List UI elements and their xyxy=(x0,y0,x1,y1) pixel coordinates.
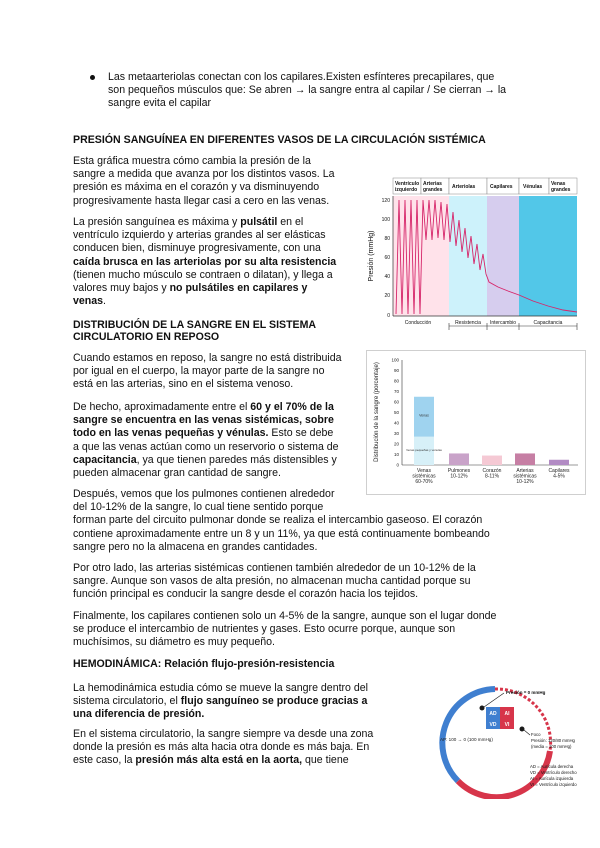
text-run-bold: sangre se encuentra en las venas sistémicas, sobre xyxy=(73,414,334,427)
y-tick-label: 80 xyxy=(384,236,390,242)
y-axis-label: Presión (mmHg) xyxy=(368,230,375,282)
text-line xyxy=(73,754,373,767)
paragraph xyxy=(73,488,490,554)
text-line: donde la presión es más alta hacia otra donde es más baja. En xyxy=(73,741,370,754)
paragraph xyxy=(73,401,339,480)
text-run-bold: caída brusca en las arteriolas por su alta resistencia xyxy=(73,255,337,268)
text-run-bold: presión más alta está en la aorta, xyxy=(135,754,303,767)
heading-line: DISTRIBUCIÓN DE LA SANGRE EN EL SISTEMA xyxy=(73,319,317,331)
text-run-bold: 60 y el 70% de la xyxy=(250,401,334,413)
segment-label: grandes xyxy=(551,187,571,193)
text-run: De hecho, aproximadamente entre el xyxy=(73,401,251,413)
legend-item: VI = Ventrículo izquierdo xyxy=(530,782,577,787)
text-line: La hemodinámica estudia cómo se mueve la sangre dentro del xyxy=(73,682,369,694)
x-tick-label: sistémicas xyxy=(513,473,537,480)
text-line xyxy=(73,256,336,269)
paragraph xyxy=(73,610,496,650)
y-tick-label: 0 xyxy=(396,462,399,468)
text-line: pueden almacenar gran cantidad de sangre. xyxy=(73,467,281,480)
bullet-line: Las metaarteriolas conectan con los capilares.Existen esfínteres precapilares, que xyxy=(108,71,495,83)
y-tick-label: 120 xyxy=(381,198,390,204)
segment-label: Capilares xyxy=(490,184,513,190)
text-run: Esto se debe xyxy=(268,427,334,440)
bar xyxy=(515,453,535,465)
legend-item: AD = Aurícula derecha xyxy=(530,764,574,769)
text-run-bold: pulsátil xyxy=(240,216,278,228)
text-line: forman parte del circuito pulmonar donde se realiza el intercambio gaseoso. El corazón xyxy=(73,514,483,527)
focus-label: (media = 100 mmHg) xyxy=(531,744,572,749)
y-tick-label: 30 xyxy=(393,431,399,436)
text-run-bold: flujo sanguíneo se produce gracias a xyxy=(180,695,368,708)
focus-label: Foco xyxy=(531,732,541,737)
segment-label: Ventrículo xyxy=(395,181,420,187)
x-tick-label: 60-70% xyxy=(415,479,433,485)
text-run: . xyxy=(103,295,106,308)
paragraph xyxy=(73,352,342,392)
text-line: sangre a medida que avanza por los distintos vasos. La xyxy=(73,168,335,181)
pressure-chart xyxy=(363,174,585,342)
paragraph xyxy=(73,728,373,768)
focus-label: Presión: 120/80 mmHg xyxy=(531,738,575,743)
text-line xyxy=(73,401,339,414)
x-tick-label: Arterias xyxy=(516,468,534,474)
text-run-bold: venas xyxy=(73,295,104,308)
text-run: sistema circulatorio, el xyxy=(73,695,181,708)
y-tick-label: 70 xyxy=(393,389,399,394)
function-label: Resistencia xyxy=(455,320,481,326)
text-line xyxy=(73,427,339,440)
y-tick-label: 0 xyxy=(387,313,390,319)
text-run: que tiene xyxy=(302,754,349,767)
circulation-diagram xyxy=(418,681,590,799)
x-tick-label: 8-11% xyxy=(484,473,500,480)
text-run: valores muy bajos y xyxy=(73,282,170,295)
text-line xyxy=(73,216,336,229)
text-line: (tienen mucho músculo se contraen o dilatan), y llega a xyxy=(73,268,333,281)
function-label: Capacitancia xyxy=(533,320,563,326)
segment-label: Vénulas xyxy=(523,184,543,190)
text-line: Después, vemos que los pulmones contienen alrededor xyxy=(73,488,335,500)
y-tick-label: 80 xyxy=(393,378,399,384)
segment-label: grandes xyxy=(423,187,443,193)
y-tick-label: 60 xyxy=(384,255,390,261)
section-heading-pressure: PRESIÓN SANGUÍNEA EN DIFERENTES VASOS DE LA CIRCULACIÓN SISTÉMICA xyxy=(73,134,486,146)
text-line: función principal es conducir la sangre desde el corazón hacia los tejidos. xyxy=(73,588,419,601)
paragraph xyxy=(73,682,368,722)
chamber-label: VI xyxy=(504,722,510,728)
y-tick-label: 20 xyxy=(384,293,390,299)
y-tick-label: 10 xyxy=(393,452,399,457)
y-tick-label: 20 xyxy=(393,441,399,447)
text-line: sangre. Aunque son vasos de alta presión, no almacenan mucha cantidad porque su xyxy=(73,575,471,588)
text-run-bold: capacitancia xyxy=(73,453,137,466)
paragraph xyxy=(73,155,334,208)
text-line: Esta gráfica muestra cómo cambia la presión de la xyxy=(73,155,311,167)
paragraph xyxy=(73,216,336,308)
text-line xyxy=(73,414,339,427)
text-line: ventrículo izquierdo y arterias grandes al ser elásticas xyxy=(73,229,326,242)
text-run: este caso, la xyxy=(73,754,136,767)
region-capillaries xyxy=(487,196,519,316)
text-line xyxy=(73,295,336,308)
text-line xyxy=(73,454,339,467)
text-line: conducen bien, disminuye progresivamente, con una xyxy=(73,242,321,255)
text-line: está en las arterias, sino en el sistema venoso. xyxy=(73,378,294,391)
y-tick-label: 90 xyxy=(393,368,399,373)
bar xyxy=(449,453,469,465)
x-tick-label: 10-12% xyxy=(450,473,468,480)
bar-inner-label: Venas pequeñas y vénulas xyxy=(406,447,442,452)
text-run: La presión sanguínea es máxima y xyxy=(73,216,241,228)
text-line: a que las venas actúan como un reservorio o sistema de xyxy=(73,440,339,453)
text-run-bold: una diferencia de presión. xyxy=(73,708,205,721)
segment-label: Venas xyxy=(551,181,566,187)
legend-item: AI = Aurícula izquierda xyxy=(530,776,574,781)
ap-label: AP: 100 → 0 (100 mmHg) xyxy=(440,737,493,742)
y-tick-label: 40 xyxy=(384,274,390,280)
chamber-label: AI xyxy=(504,711,510,717)
function-label: Conducción xyxy=(404,320,432,326)
text-run-bold: todo en las venas pequeñas y vénulas. xyxy=(73,427,269,440)
bar-inner-label: Venas xyxy=(419,413,429,418)
x-tick-label: Corazón xyxy=(482,468,502,474)
text-run: , ya que tienen paredes más distensibles y xyxy=(136,453,337,466)
segment-label: Arteriolas xyxy=(452,184,476,190)
pressure-low-label: Presión = 0 mmHg xyxy=(506,690,546,695)
segment-label: Arterias xyxy=(423,181,442,187)
text-line xyxy=(73,708,368,721)
section-heading-hemodynamics: HEMODINÁMICA: Relación flujo-presión-resistencia xyxy=(73,658,335,670)
text-line: por igual en el cuerpo, la mayor parte de la sangre no xyxy=(73,365,325,378)
bar xyxy=(549,460,569,465)
x-tick-label: Venas xyxy=(417,468,431,474)
text-run-bold: no pulsátiles en capilares y xyxy=(169,282,308,295)
legend-item: VD = Ventrículo derecho xyxy=(530,770,577,775)
marker-focus xyxy=(520,727,525,732)
bullet-line: son pequeños músculos que: Se abren → la sangre entra al capilar / Se cierran → la xyxy=(108,84,507,97)
function-label: Intercambio xyxy=(489,320,517,326)
text-line: se produce el intercambio de nutrientes y gases. Esto ocurre porque, aunque son xyxy=(73,623,456,636)
y-tick-label: 60 xyxy=(393,399,399,405)
bullet-dot xyxy=(90,75,95,80)
y-tick-label: 40 xyxy=(393,420,399,426)
section-heading-distribution xyxy=(73,319,316,343)
distribution-chart xyxy=(366,350,586,495)
text-line: En el sistema circulatorio, la sangre siempre va desde una zona xyxy=(73,728,374,740)
text-run: en el xyxy=(277,216,304,228)
heading-line: CIRCULATORIO EN REPOSO xyxy=(73,331,220,343)
y-tick-label: 100 xyxy=(391,357,399,363)
y-tick-label: 50 xyxy=(393,410,399,415)
bullet-line: sangre evita el capilar xyxy=(108,97,212,110)
chamber-label: AD xyxy=(489,711,497,717)
chamber-label: VD xyxy=(489,722,497,728)
text-line: contiene aproximadamente entre un 8 y un 11%, ya que está continuamente bombeando xyxy=(73,527,490,540)
segment-label: izquierdo xyxy=(395,187,418,193)
marker-low xyxy=(480,706,485,711)
text-line: Finalmente, los capilares contienen solo un 4-5% de la sangre, aunque son el lugar donde xyxy=(73,610,497,622)
y-tick-label: 100 xyxy=(381,217,390,223)
bullet-text xyxy=(108,71,506,111)
text-line xyxy=(73,282,336,295)
text-line: Cuando estamos en reposo, la sangre no está distribuida xyxy=(73,352,342,364)
text-line: progresivamente hasta llegar casi a cero en las venas. xyxy=(73,194,330,207)
x-tick-label: Capilares xyxy=(548,468,570,474)
text-line: muchísimos, su diámetro es muy pequeño. xyxy=(73,636,275,649)
y-axis-label: Distribución de la sangre (porcentaje) xyxy=(374,362,380,462)
text-line xyxy=(73,695,368,708)
x-tick-label: 10-12% xyxy=(516,479,534,485)
x-tick-label: sistémicas xyxy=(412,473,436,480)
x-tick-label: Pulmones xyxy=(447,468,471,474)
text-line: sangre pero no la almacena en grandes cantidades. xyxy=(73,540,318,553)
x-tick-label: 4-5% xyxy=(553,473,565,480)
text-line: presión es máxima en el corazón y va disminuyendo xyxy=(73,181,320,194)
bar xyxy=(482,456,502,465)
paragraph xyxy=(73,562,476,602)
text-line: del 10-12% de la sangre, lo cual tiene sentido porque xyxy=(73,501,324,514)
text-line: Por otro lado, las arterias sistémicas contienen también alrededor de un 10-12% de la xyxy=(73,562,476,574)
region-veins xyxy=(519,196,577,316)
